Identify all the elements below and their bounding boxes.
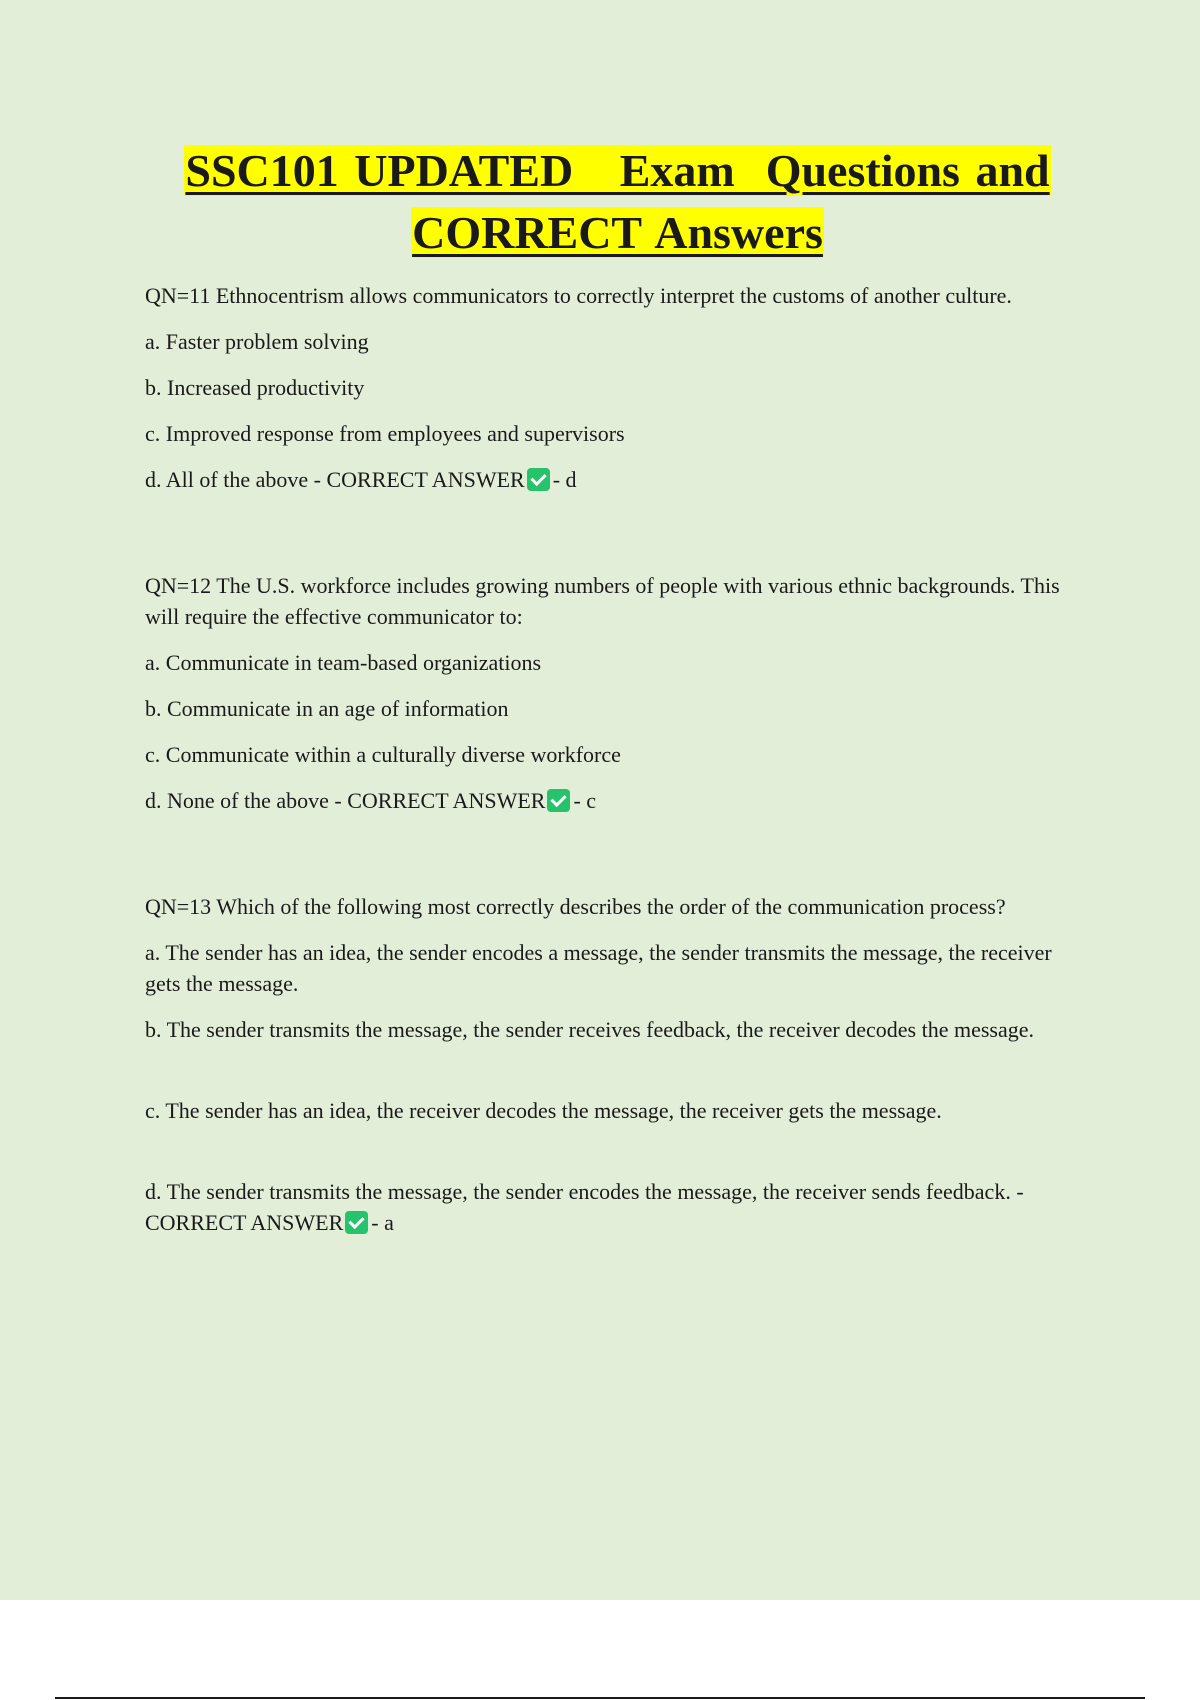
option-d-text: d. All of the above - CORRECT ANSWER bbox=[145, 467, 525, 492]
option-a: a. The sender has an idea, the sender encodes a message, the sender transmits the message, the receiver gets the message. bbox=[145, 940, 1052, 996]
option-b: b. Increased productivity bbox=[145, 375, 365, 400]
page-title bbox=[150, 140, 1085, 264]
option-c: c. The sender has an idea, the receiver decodes the message, the receiver gets the message. bbox=[145, 1098, 942, 1123]
option-a: a. Faster problem solving bbox=[145, 329, 369, 354]
option-b: b. Communicate in an age of information bbox=[145, 696, 509, 721]
checkmark-icon bbox=[527, 468, 550, 491]
option-a: a. Communicate in team-based organizations bbox=[145, 650, 542, 675]
question-13 bbox=[145, 891, 1065, 1238]
title-line-2: CORRECT Answers bbox=[412, 207, 823, 258]
question-list bbox=[145, 280, 1065, 1283]
question-text: QN=12 The U.S. workforce includes growing numbers of people with various ethnic backgrounds. This will require the effective communicator to: bbox=[145, 573, 1060, 629]
answer-letter: - a bbox=[371, 1210, 394, 1235]
option-c: c. Communicate within a culturally diverse workforce bbox=[145, 742, 621, 767]
answer-letter: - d bbox=[552, 467, 577, 492]
option-d bbox=[145, 464, 1065, 495]
question-11 bbox=[145, 280, 1065, 495]
option-d bbox=[145, 1176, 1065, 1238]
option-c: c. Improved response from employees and supervisors bbox=[145, 421, 625, 446]
option-b: b. The sender transmits the message, the sender receives feedback, the receiver decodes the message. bbox=[145, 1017, 1034, 1042]
checkmark-icon bbox=[547, 789, 570, 812]
title-line-1: SSC101 UPDATED Exam Questions and bbox=[185, 145, 1050, 196]
question-text: QN=13 Which of the following most correctly describes the order of the communication process? bbox=[145, 894, 1006, 919]
option-d bbox=[145, 785, 1065, 816]
option-d-text: d. None of the above - CORRECT ANSWER bbox=[145, 788, 546, 813]
answer-letter: - c bbox=[573, 788, 597, 813]
question-12 bbox=[145, 570, 1065, 816]
option-d-text: d. The sender transmits the message, the sender encodes the message, the receiver sends feedback. - CORRECT ANSWER bbox=[145, 1179, 1024, 1235]
page-divider bbox=[55, 1697, 1145, 1699]
question-text: QN=11 Ethnocentrism allows communicators to correctly interpret the customs of another culture. bbox=[145, 283, 1012, 308]
checkmark-icon bbox=[345, 1211, 368, 1234]
